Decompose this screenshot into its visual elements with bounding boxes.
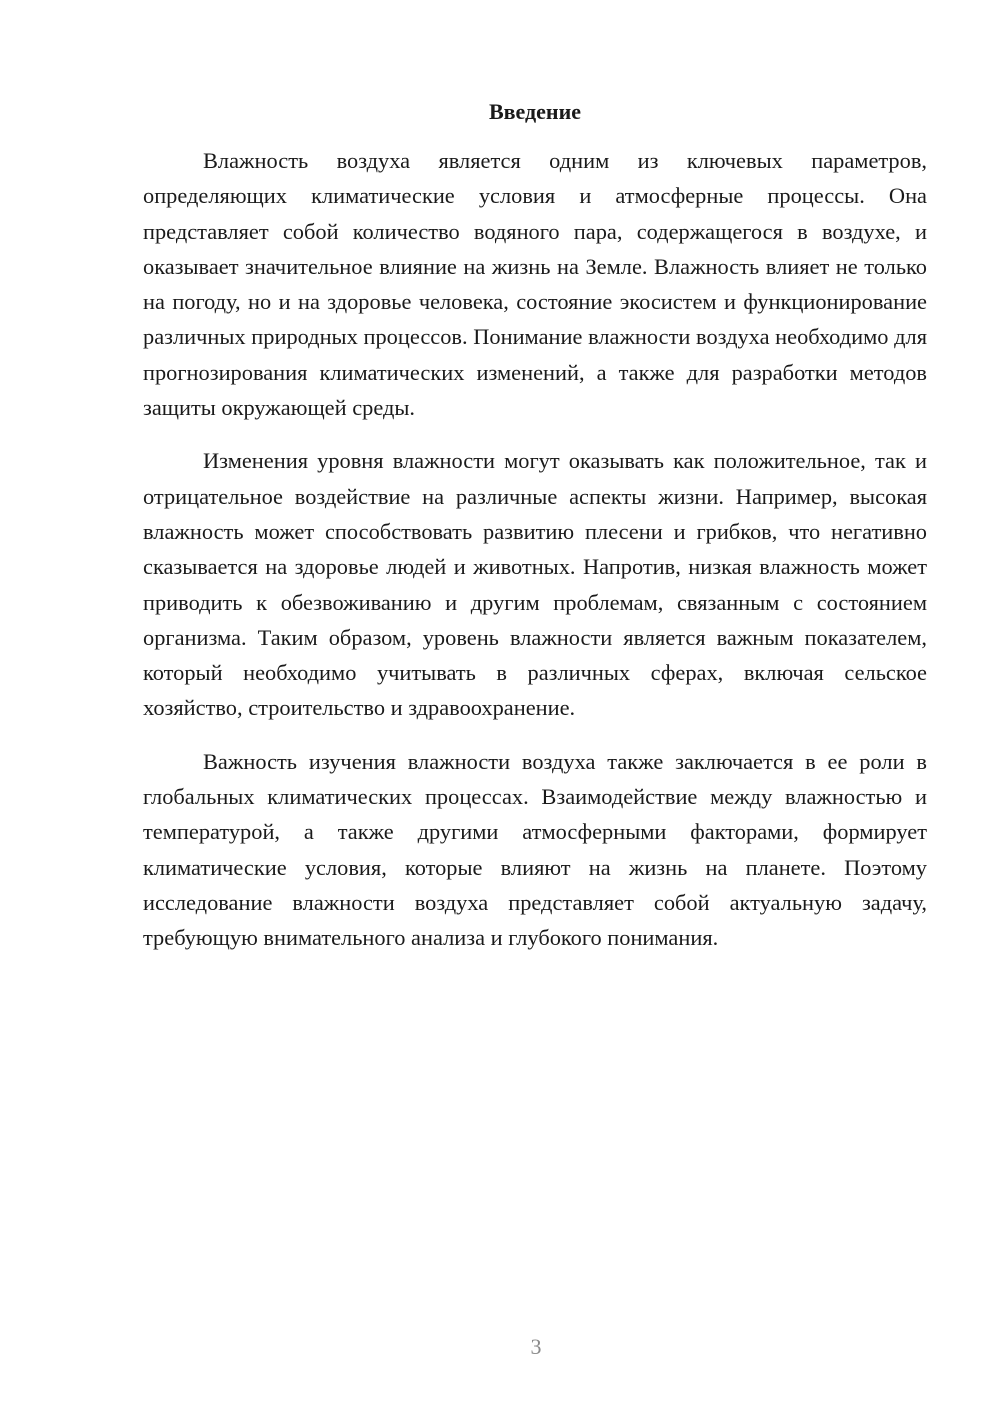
paragraph-2: Изменения уровня влажности могут оказывать как положительное, так и отрицательное воздействие на различные аспекты жизни. Например, высокая влажность может способствовать развитию плесени и грибков, что негативно сказывается на здоровье людей и животных. Напротив, низкая влажность может приводить к обезвоживанию и другим проблемам, связанным с состоянием организма. Таким образом, уровень влажности является важным показателем, который необходимо учитывать в различных сферах, включая сельское хозяйство, строительство и здравоохранение.	[143, 448, 927, 721]
body-text	[143, 143, 927, 974]
paragraph-3: Важность изучения влажности воздуха также заключается в ее роли в глобальных климатических процессах. Взаимодействие между влажностью и температурой, а также другими атмосферными факторами, формирует климатические условия, которые влияют на жизнь на планете. Поэтому исследование влажности воздуха представляет собой актуальную задачу, требующую внимательного анализа и глубокого понимания.	[143, 748, 927, 951]
section-heading: Введение	[488, 99, 582, 124]
page-number: 3	[530, 1334, 542, 1359]
paragraph-1: Влажность воздуха является одним из ключевых параметров, определяющих климатические условия и атмосферные процессы. Она представляет собой количество водяного пара, содержащегося в воздухе, и оказывает значительное влияние на жизнь на Земле. Влажность влияет не только на погоду, но и на здоровье человека, состояние экосистем и функционирование различных природных процессов. Понимание влажности воздуха необходимо для прогнозирования климатических изменений, а также для разработки методов защиты окружающей среды.	[143, 148, 927, 421]
